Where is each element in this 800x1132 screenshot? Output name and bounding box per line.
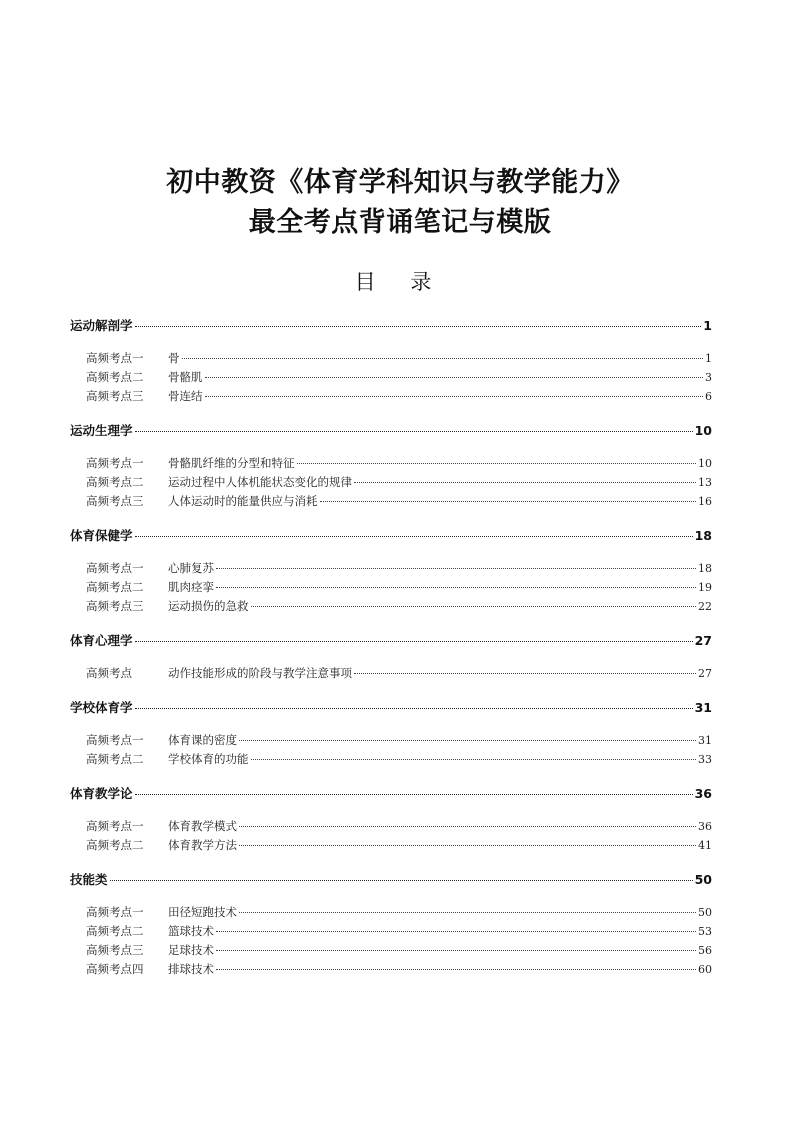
table-of-contents <box>70 312 712 990</box>
toc-item-entry[interactable] <box>86 665 712 684</box>
dot-leader <box>354 673 696 674</box>
toc-item-page: 10 <box>698 457 712 470</box>
toc-item-entry[interactable] <box>86 732 712 751</box>
toc-item-number: 高频考点四 <box>86 962 144 976</box>
dot-leader <box>182 358 704 359</box>
toc-section-page: 27 <box>694 633 712 648</box>
spacer <box>70 720 712 732</box>
toc-section-page: 36 <box>694 786 712 801</box>
toc-section-page: 1 <box>703 318 712 333</box>
dot-leader <box>135 536 693 537</box>
toc-section <box>70 627 712 694</box>
toc-item-title: 骨骼肌 <box>168 370 203 384</box>
toc-item-number: 高频考点一 <box>86 819 144 833</box>
spacer <box>70 980 712 990</box>
toc-section-title: 技能类 <box>70 872 108 887</box>
toc-item-title: 篮球技术 <box>168 924 214 938</box>
toc-section <box>70 780 712 866</box>
toc-item-number: 高频考点一 <box>86 561 144 575</box>
toc-section-entry[interactable] <box>70 627 712 653</box>
toc-item-page: 3 <box>705 371 712 384</box>
dot-leader <box>251 759 697 760</box>
toc-item-page: 1 <box>705 352 712 365</box>
dot-leader <box>320 501 697 502</box>
toc-item-title: 体育课的密度 <box>168 733 237 747</box>
toc-item-title: 骨骼肌纤维的分型和特征 <box>168 456 295 470</box>
toc-section-entry[interactable] <box>70 866 712 892</box>
dot-leader <box>216 931 696 932</box>
toc-item-page: 22 <box>698 600 712 613</box>
dot-leader <box>135 641 693 642</box>
dot-leader <box>135 708 693 709</box>
toc-section-title: 体育教学论 <box>70 786 133 801</box>
toc-item-page: 41 <box>698 839 712 852</box>
spacer <box>70 806 712 818</box>
dot-leader <box>205 396 704 397</box>
toc-item-page: 6 <box>705 390 712 403</box>
toc-item-number: 高频考点三 <box>86 599 144 613</box>
toc-section-title: 体育保健学 <box>70 528 133 543</box>
dot-leader <box>239 912 696 913</box>
toc-item-number: 高频考点三 <box>86 494 144 508</box>
toc-item-entry[interactable] <box>86 388 712 407</box>
toc-item-title: 人体运动时的能量供应与消耗 <box>168 494 318 508</box>
dot-leader <box>135 794 693 795</box>
toc-section <box>70 312 712 417</box>
toc-section <box>70 694 712 780</box>
toc-item-entry[interactable] <box>86 942 712 961</box>
spacer <box>70 338 712 350</box>
toc-item-page: 18 <box>698 562 712 575</box>
toc-section <box>70 417 712 522</box>
spacer <box>70 407 712 417</box>
toc-section-title: 运动解剖学 <box>70 318 133 333</box>
toc-item-page: 36 <box>698 820 712 833</box>
dot-leader <box>354 482 696 483</box>
toc-item-title: 学校体育的功能 <box>168 752 249 766</box>
toc-item-page: 60 <box>698 963 712 976</box>
toc-item-title: 骨连结 <box>168 389 203 403</box>
spacer <box>70 684 712 694</box>
toc-heading: 目 录 <box>354 270 446 294</box>
toc-section-entry[interactable] <box>70 522 712 548</box>
dot-leader <box>239 826 696 827</box>
toc-item-entry[interactable] <box>86 560 712 579</box>
toc-section-entry[interactable] <box>70 780 712 806</box>
spacer <box>70 548 712 560</box>
toc-section-entry[interactable] <box>70 694 712 720</box>
toc-section-entry[interactable] <box>70 417 712 443</box>
toc-item-entry[interactable] <box>86 961 712 980</box>
toc-item-title: 体育教学模式 <box>168 819 237 833</box>
spacer <box>70 443 712 455</box>
toc-section-title: 学校体育学 <box>70 700 133 715</box>
toc-item-entry[interactable] <box>86 493 712 512</box>
toc-section-page: 31 <box>694 700 712 715</box>
toc-item-page: 19 <box>698 581 712 594</box>
toc-item-page: 53 <box>698 925 712 938</box>
toc-item-page: 27 <box>698 667 712 680</box>
spacer <box>70 653 712 665</box>
toc-section-page: 18 <box>694 528 712 543</box>
toc-item-page: 31 <box>698 734 712 747</box>
toc-item-page: 16 <box>698 495 712 508</box>
toc-item-page: 56 <box>698 944 712 957</box>
document-title-line2: 最全考点背诵笔记与模版 <box>248 207 552 238</box>
toc-item-title: 运动损伤的急救 <box>168 599 249 613</box>
dot-leader <box>216 969 696 970</box>
toc-item-entry[interactable] <box>86 369 712 388</box>
dot-leader <box>216 587 696 588</box>
toc-item-entry[interactable] <box>86 837 712 856</box>
toc-item-number: 高频考点二 <box>86 838 144 852</box>
toc-item-page: 50 <box>698 906 712 919</box>
toc-item-title: 骨 <box>168 351 180 365</box>
toc-item-entry[interactable] <box>86 818 712 837</box>
toc-item-number: 高频考点一 <box>86 733 144 747</box>
toc-item-number: 高频考点二 <box>86 924 144 938</box>
toc-item-entry[interactable] <box>86 751 712 770</box>
toc-item-entry[interactable] <box>86 350 712 369</box>
toc-item-title: 心肺复苏 <box>168 561 214 575</box>
dot-leader <box>110 880 693 881</box>
toc-section-title: 体育心理学 <box>70 633 133 648</box>
spacer <box>70 512 712 522</box>
toc-item-entry[interactable] <box>86 904 712 923</box>
dot-leader <box>216 950 696 951</box>
toc-item-number: 高频考点三 <box>86 943 144 957</box>
toc-section-page: 50 <box>694 872 712 887</box>
spacer <box>70 892 712 904</box>
dot-leader <box>216 568 696 569</box>
toc-item-number: 高频考点一 <box>86 905 144 919</box>
toc-section <box>70 866 712 990</box>
toc-item-title: 运动过程中人体机能状态变化的规律 <box>168 475 352 489</box>
dot-leader <box>239 740 696 741</box>
toc-item-title: 排球技术 <box>168 962 214 976</box>
toc-section-title: 运动生理学 <box>70 423 133 438</box>
document-title-line1: 初中教资《体育学科知识与教学能力》 <box>166 167 634 198</box>
toc-item-number: 高频考点一 <box>86 351 144 365</box>
toc-item-number: 高频考点二 <box>86 752 144 766</box>
dot-leader <box>239 845 696 846</box>
spacer <box>70 770 712 780</box>
dot-leader <box>135 431 693 432</box>
toc-item-title: 体育教学方法 <box>168 838 237 852</box>
toc-item-number: 高频考点 <box>86 666 132 680</box>
toc-item-entry[interactable] <box>86 579 712 598</box>
toc-item-entry[interactable] <box>86 455 712 474</box>
dot-leader <box>205 377 704 378</box>
dot-leader <box>297 463 697 464</box>
dot-leader <box>251 606 697 607</box>
toc-section-entry[interactable] <box>70 312 712 338</box>
toc-item-page: 33 <box>698 753 712 766</box>
toc-item-page: 13 <box>698 476 712 489</box>
toc-item-title: 肌肉痉挛 <box>168 580 214 594</box>
toc-item-number: 高频考点二 <box>86 580 144 594</box>
toc-item-title: 动作技能形成的阶段与教学注意事项 <box>168 666 352 680</box>
toc-item-number: 高频考点二 <box>86 475 144 489</box>
toc-item-number: 高频考点一 <box>86 456 144 470</box>
toc-item-title: 田径短跑技术 <box>168 905 237 919</box>
toc-section-page: 10 <box>694 423 712 438</box>
toc-section <box>70 522 712 627</box>
spacer <box>70 617 712 627</box>
dot-leader <box>135 326 702 327</box>
spacer <box>70 856 712 866</box>
toc-item-entry[interactable] <box>86 923 712 942</box>
toc-item-number: 高频考点二 <box>86 370 144 384</box>
toc-item-number: 高频考点三 <box>86 389 144 403</box>
toc-item-title: 足球技术 <box>168 943 214 957</box>
toc-item-entry[interactable] <box>86 474 712 493</box>
toc-item-entry[interactable] <box>86 598 712 617</box>
